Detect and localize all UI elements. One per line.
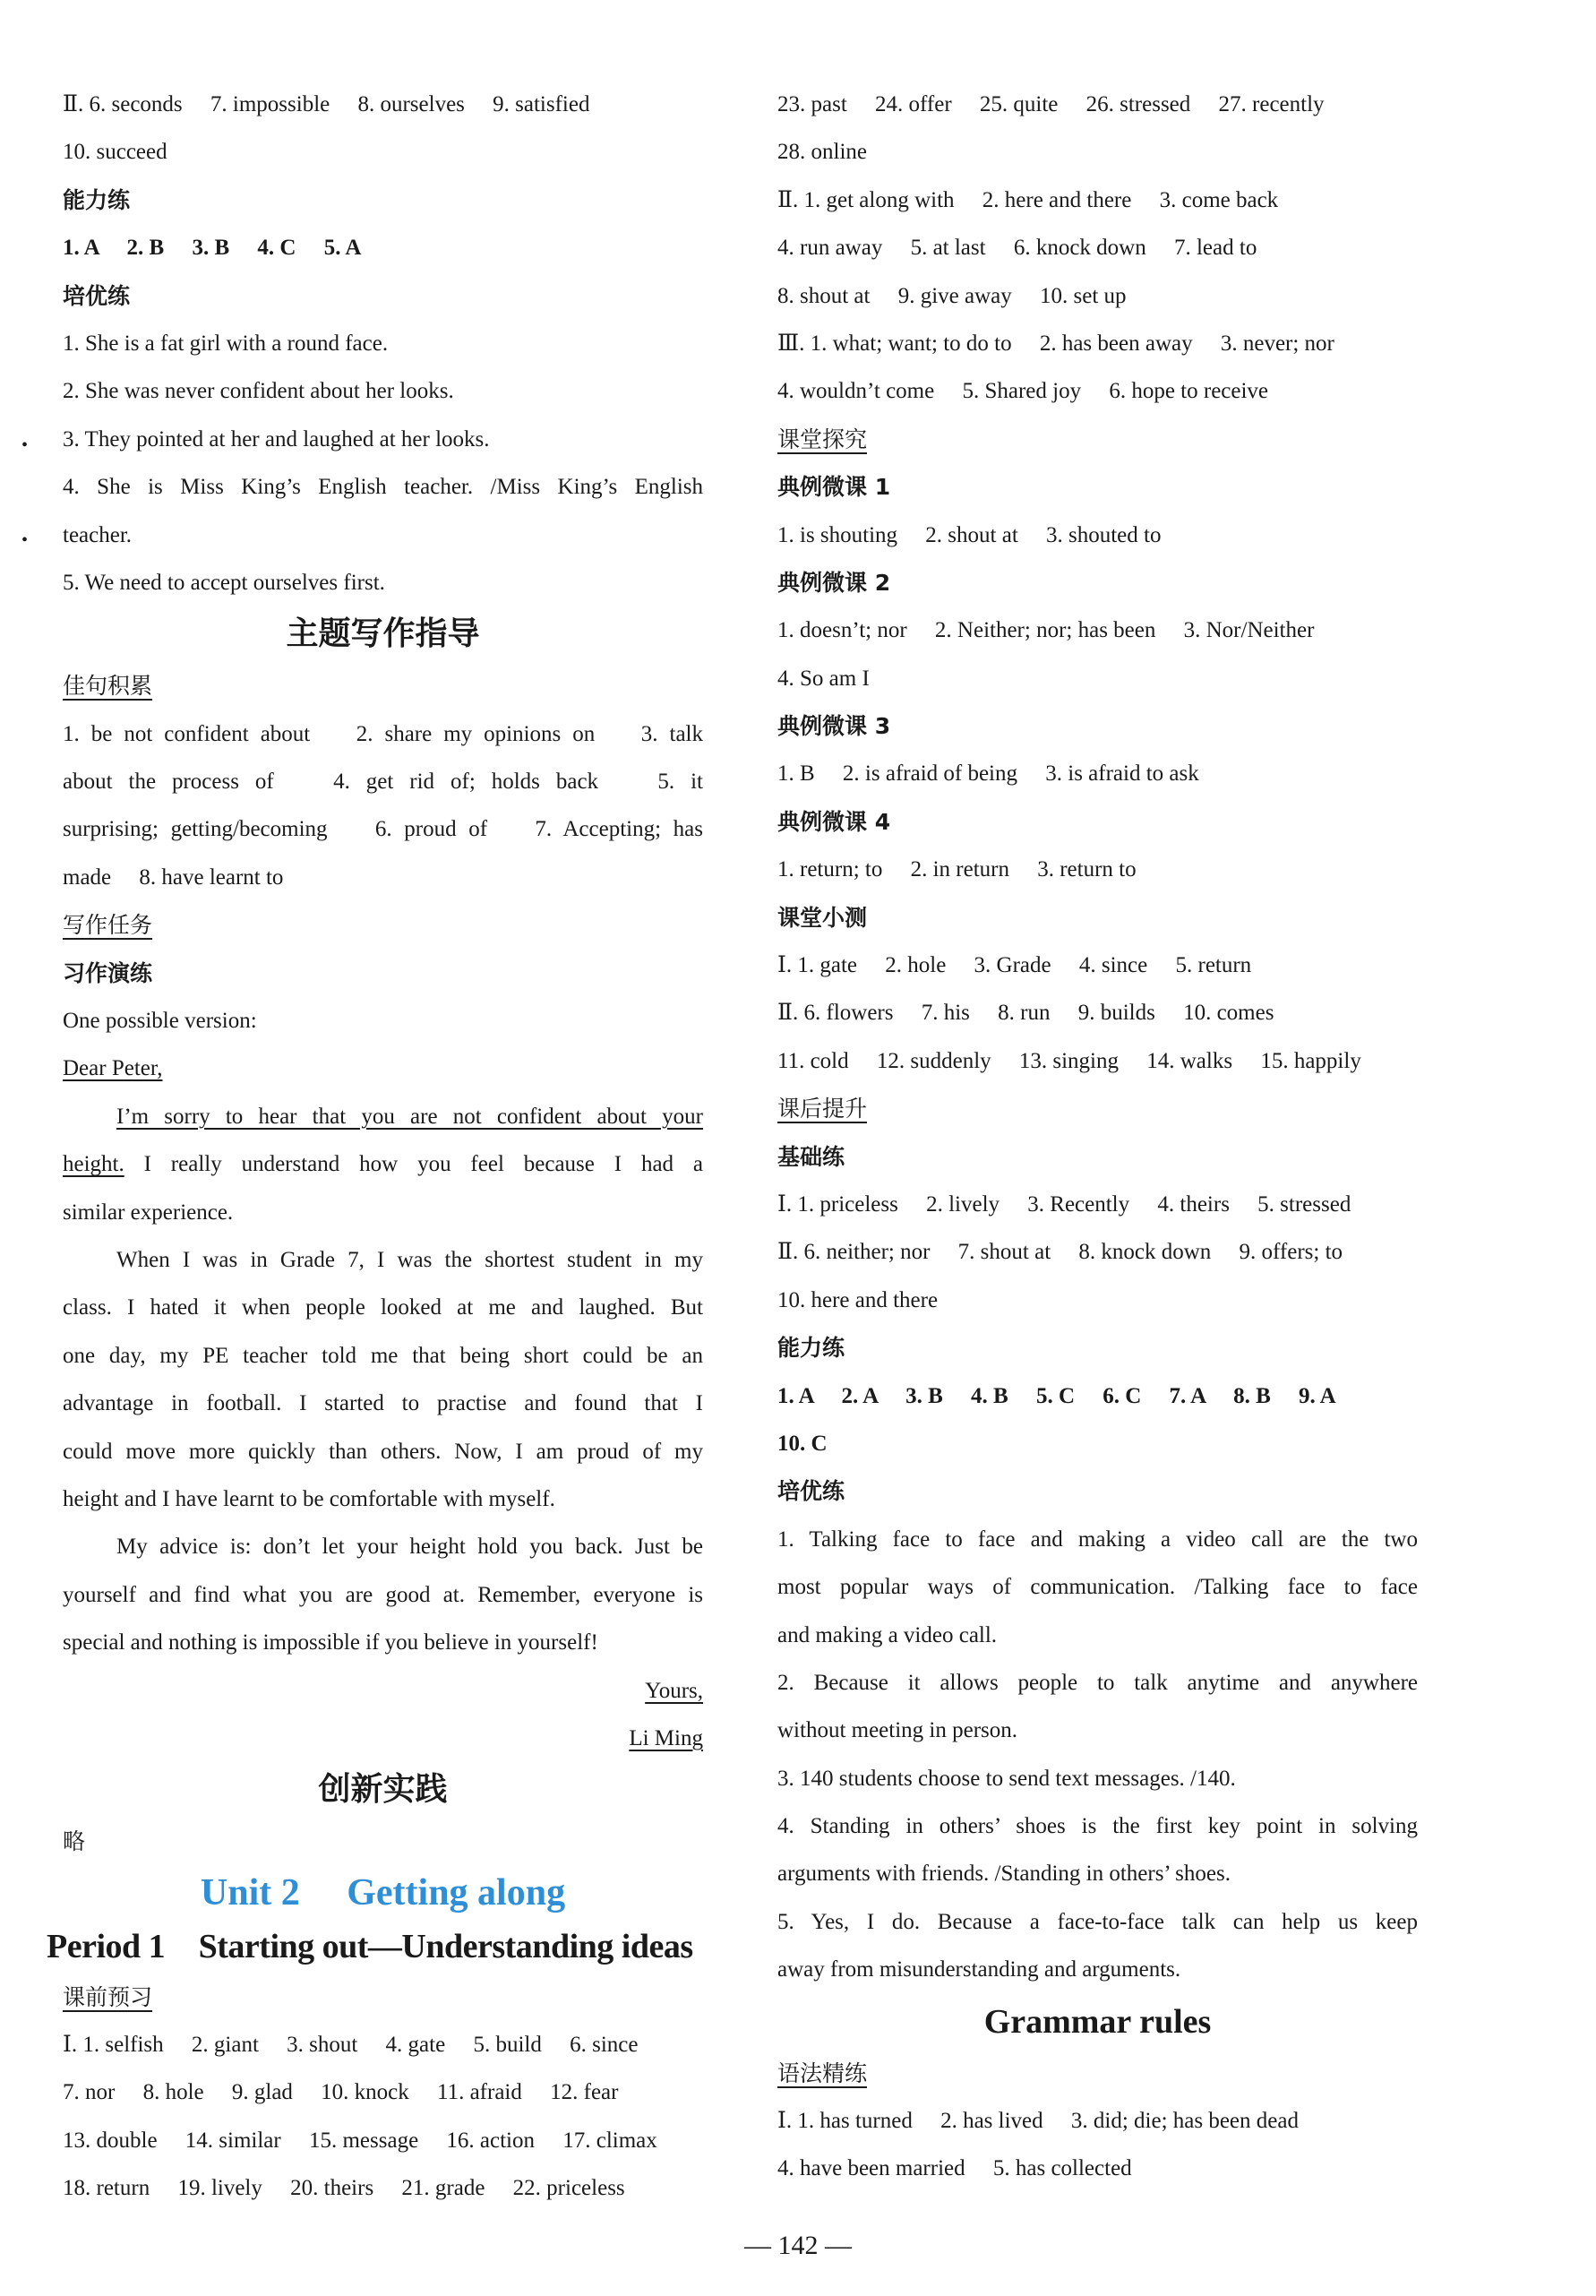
section-label-task: 写作任务: [63, 912, 153, 939]
answer-line: 1. B 2. is afraid of being 3. is afraid to ask: [777, 761, 1199, 787]
answer-line: arguments with friends. /Standing in others’ shoes.: [777, 1862, 1231, 1887]
answer-line: 1. is shouting 2. shout at 3. shouted to: [777, 522, 1162, 547]
section-label-nengli-2: 能力练: [777, 1335, 845, 1362]
section-label-practice: 习作演练: [63, 959, 153, 986]
section-label-micro-1: 典例微课 1: [777, 474, 891, 501]
answer-line: 1. She is a fat girl with a round face.: [63, 331, 389, 356]
answer-line: 11. cold 12. suddenly 13. singing 14. walks 15. happily: [777, 1048, 1361, 1073]
answer-line: 3. They pointed at her and laughed at her looks.: [63, 426, 490, 451]
essay-signature: Li Ming: [629, 1725, 703, 1750]
answer-line: 1. be not confident about 2. share my opinions on 3. talk: [63, 721, 703, 746]
grammar-title: Grammar rules: [983, 2002, 1212, 2041]
answer-line: 10. succeed: [63, 140, 167, 165]
answer-line: Ⅲ. 1. what; want; to do to 2. has been away 3. never; nor: [777, 331, 1334, 356]
section-label-jiaju: 佳句积累: [63, 673, 153, 700]
margin-dot: •: [21, 530, 29, 550]
answer-line: 4. Standing in others’ shoes is the first key point in solving: [777, 1814, 1418, 1839]
answer-line: 4. So am I: [777, 666, 870, 691]
essay-line: My advice is: don’t let your height hold you back. Just be: [116, 1535, 703, 1560]
section-label-grammar: 语法精练: [777, 2060, 868, 2086]
answer-line: 1. doesn’t; nor 2. Neither; nor; has been 3. Nor/Neither: [777, 618, 1315, 643]
answer-line: 1. A 2. B 3. B 4. C 5. A: [63, 236, 362, 261]
essay-line: height and I have learnt to be comfortable with myself.: [63, 1486, 555, 1511]
answer-line: Ⅰ. 1. has turned 2. has lived 3. did; die; has been dead: [777, 2109, 1299, 2134]
answer-line: most popular ways of communication. /Talking face to face: [777, 1575, 1418, 1600]
answer-line: teacher.: [63, 522, 133, 547]
section-label-basic: 基础练: [777, 1143, 845, 1170]
answer-line: without meeting in person.: [777, 1718, 1018, 1743]
section-label-peiyou: 培优练: [63, 282, 131, 309]
answer-line: surprising; getting/becoming 6. proud of 7. Accepting; has: [63, 817, 703, 842]
section-label-micro-4: 典例微课 4: [777, 808, 891, 835]
answer-line: 1. A 2. A 3. B 4. B 5. C 6. C 7. A 8. B 9. A: [777, 1383, 1336, 1408]
essay-intro: One possible version:: [63, 1009, 257, 1034]
unit-title: Unit 2 Getting along: [200, 1871, 566, 1913]
left-column: [47, 81, 703, 2213]
essay-line: yourself and find what you are good at. Remember, everyone is: [63, 1582, 703, 1607]
answer-line: 4. wouldn’t come 5. Shared joy 6. hope to receive: [777, 379, 1269, 404]
answer-line: Ⅱ. 6. flowers 7. his 8. run 9. builds 10. comes: [777, 1001, 1274, 1026]
right-column: [777, 81, 1418, 2193]
answer-line: 2. She was never confident about her looks.: [63, 379, 454, 404]
answer-line: 10. here and there: [777, 1287, 939, 1312]
section-title-writing: 主题写作指导: [286, 615, 480, 653]
answer-line: 23. past 24. offer 25. quite 26. stressed 27. recently: [777, 92, 1325, 116]
answer-line: 5. Yes, I do. Because a face-to-face talk can help us keep: [777, 1909, 1418, 1934]
essay-salutation: Dear Peter,: [63, 1056, 163, 1081]
essay-text: I really understand how you feel because I had a: [124, 1152, 703, 1177]
answer-line: 7. nor 8. hole 9. glad 10. knock 11. afraid 12. fear: [63, 2080, 619, 2105]
section-label-peiyou-2: 培优练: [777, 1478, 845, 1505]
answer-line: 18. return 19. lively 20. theirs 21. grade 22. priceless: [63, 2176, 625, 2201]
answer-line: Ⅱ. 6. seconds 7. impossible 8. ourselves 9. satisfied: [63, 92, 590, 116]
margin-dot: •: [21, 435, 29, 455]
essay-line: similar experience.: [63, 1200, 234, 1225]
answer-line: away from misunderstanding and arguments.: [777, 1957, 1181, 1982]
essay-line: could move more quickly than others. Now, I am proud of my: [63, 1439, 703, 1464]
essay-line: one day, my PE teacher told me that being short could be an: [63, 1343, 703, 1368]
answer-line: and making a video call.: [777, 1622, 998, 1647]
answer-line: 13. double 14. similar 15. message 16. action 17. climax: [63, 2128, 657, 2153]
essay-line: advantage in football. I started to practise and found that I: [63, 1391, 703, 1416]
answer-line: 1. Talking face to face and making a video call are the two: [777, 1526, 1418, 1552]
answer-line: 1. return; to 2. in return 3. return to: [777, 857, 1137, 882]
section-label-after: 课后提升: [777, 1096, 868, 1122]
omitted-mark: 略: [63, 1828, 86, 1855]
answer-line: 4. She is Miss King’s English teacher. /Miss King’s English: [63, 475, 703, 500]
section-label-explore: 课堂探究: [777, 426, 868, 452]
essay-closing: Yours,: [645, 1678, 703, 1703]
answer-line: 4. have been married 5. has collected: [777, 2156, 1132, 2181]
section-label-preview: 课前预习: [63, 1983, 153, 2010]
essay-line: [63, 1140, 703, 1188]
answer-line: 5. We need to accept ourselves first.: [63, 570, 385, 595]
essay-line: class. I hated it when people looked at me and laughed. But: [63, 1295, 703, 1320]
answer-line: 4. run away 5. at last 6. knock down 7. lead to: [777, 236, 1257, 261]
essay-line: special and nothing is impossible if you believe in yourself!: [63, 1630, 598, 1655]
page-number: — 142 —: [744, 2231, 852, 2260]
answer-line: Ⅰ. 1. priceless 2. lively 3. Recently 4. theirs 5. stressed: [777, 1191, 1351, 1217]
section-label-micro-2: 典例微课 2: [777, 569, 891, 596]
essay-line: When I was in Grade 7, I was the shortest student in my: [116, 1247, 703, 1272]
essay-underlined: height.: [63, 1152, 124, 1177]
period-title: Period 1 Starting out—Understanding ideas: [47, 1927, 693, 1965]
answer-line: Ⅰ. 1. gate 2. hole 3. Grade 4. since 5. return: [777, 953, 1252, 978]
answer-line: made 8. have learnt to: [63, 864, 284, 890]
section-title-innovation: 创新实践: [318, 1771, 448, 1809]
section-label-nengli: 能力练: [63, 186, 131, 213]
answer-line: 8. shout at 9. give away 10. set up: [777, 283, 1127, 308]
answer-line: Ⅰ. 1. selfish 2. giant 3. shout 4. gate 5. build 6. since: [63, 2033, 639, 2058]
answer-line: Ⅱ. 1. get along with 2. here and there 3. come back: [777, 187, 1279, 212]
section-label-micro-3: 典例微课 3: [777, 713, 891, 740]
essay-line: I’m sorry to hear that you are not confident about your: [116, 1104, 703, 1129]
answer-line: 3. 140 students choose to send text messages. /140.: [777, 1766, 1236, 1791]
section-label-quiz: 课堂小测: [777, 904, 868, 931]
answer-line: 10. C: [777, 1431, 828, 1456]
answer-line: about the process of 4. get rid of; holds back 5. it: [63, 770, 703, 795]
answer-line: Ⅱ. 6. neither; nor 7. shout at 8. knock down 9. offers; to: [777, 1240, 1343, 1265]
answer-line: 28. online: [777, 140, 867, 165]
answer-line: 2. Because it allows people to talk anytime and anywhere: [777, 1670, 1418, 1695]
